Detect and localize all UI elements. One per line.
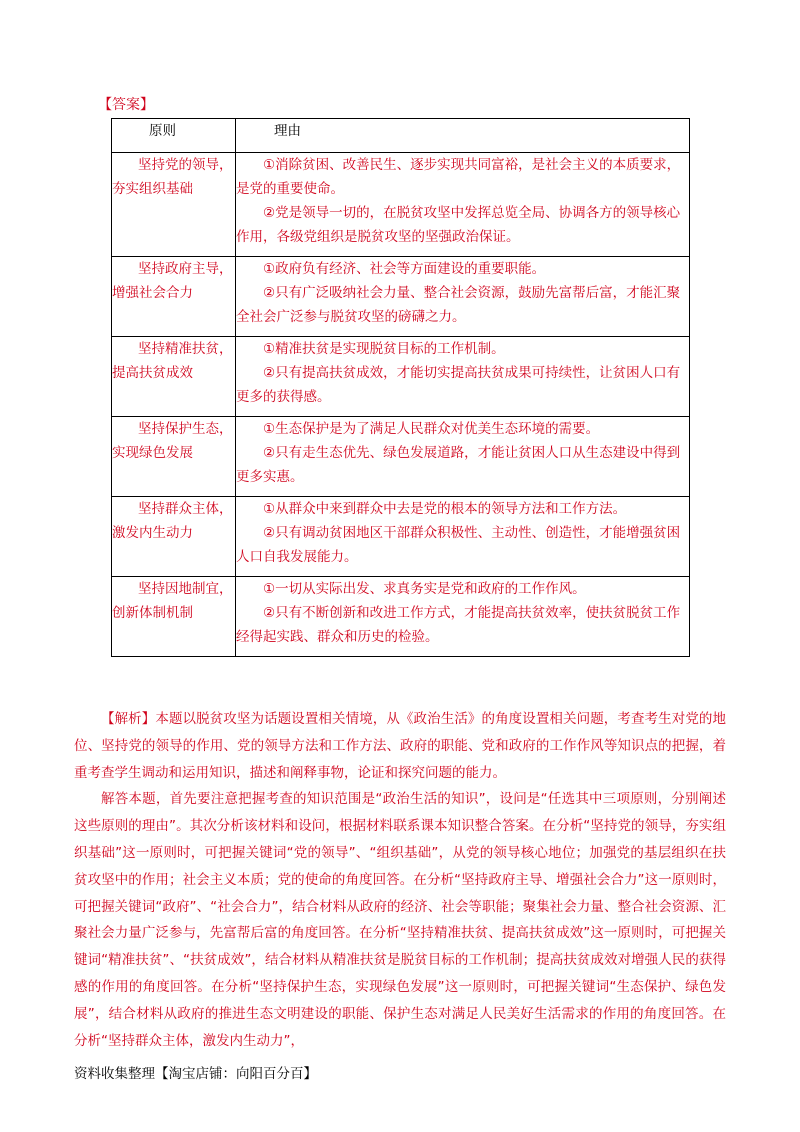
reason-point: ①从群众中来到群众中去是党的根本的领导方法和工作方法。	[263, 501, 627, 517]
reason-cell	[236, 337, 690, 417]
reason-point: ①消除贫困、改善民生、逐步实现共同富裕，是社会主义的本质要求，是党的重要使命。	[236, 157, 681, 197]
analysis-section	[74, 706, 726, 1054]
reason-cell	[236, 497, 690, 577]
reason-cell	[236, 577, 690, 657]
principle-cell: 坚持精准扶贫，提高扶贫成效	[112, 337, 236, 417]
reason-point: ①政府负有经济、社会等方面建设的重要职能。	[263, 261, 546, 277]
reason-cell	[236, 417, 690, 497]
analysis-paragraph-2: 解答本题，首先要注意把握考查的知识范围是“政治生活的知识”，设问是“任选其中三项原则，分别阐述这些原则的理由”。其次分析该材料和设问，根据材料联系课本知识整合答案。在分析“坚持党的领导，夯实组织基础”这一原则时，可把握关键词“党的领导”、“组织基础”，从党的领导核心地位；加强党的基层组织在扶贫攻坚中的作用；社会主义本质；党的使命的角度回答。在分析“坚持政府主导、增强社会合力”这一原则时，可把握关键词“政府”、“社会合力”，结合材料从政府的经济、社会等职能；聚集社会力量、整合社会资源、汇聚社会力量广泛参与，先富帮后富的角度回答。在分析“坚持精准扶贫、提高扶贫成效”这一原则时，可把握关键词“精准扶贫”、“扶贫成效”，结合材料从精准扶贫是脱贫目标的工作机制；提高扶贫成效对增强人民的获得感的作用的角度回答。在分析“坚持保护生态，实现绿色发展”这一原则时，可把握关键词“生态保护、绿色发展”，结合材料从政府的推进生态文明建设的职能、保护生态对满足人民美好生活需求的作用的角度回答。在分析“坚持群众主体，激发内生动力”，	[74, 791, 726, 1049]
table-row	[112, 337, 690, 417]
reason-cell	[236, 257, 690, 337]
principle-cell: 坚持群众主体，激发内生动力	[112, 497, 236, 577]
header-reason: 理由	[236, 119, 690, 153]
reason-point: ②只有广泛吸纳社会力量、整合社会资源，鼓励先富帮后富，才能汇聚全社会广泛参与脱贫攻坚的磅礴之力。	[236, 285, 681, 325]
reason-point: ②只有不断创新和改进工作方式，才能提高扶贫效率，使扶贫脱贫工作经得起实践、群众和历史的检验。	[236, 605, 681, 645]
analysis-paragraph-1: 【解析】本题以脱贫攻坚为话题设置相关情境，从《政治生活》的角度设置相关问题，考查考生对党的地位、坚持党的领导的作用、党的领导方法和工作方法、政府的职能、党和政府的工作作风等知识点的把握，着重考查学生调动和运用知识，描述和阐释事物，论证和探究问题的能力。	[74, 711, 727, 781]
table-row	[112, 153, 690, 257]
table-row	[112, 497, 690, 577]
footer-text: 资料收集整理【淘宝店铺：向阳百分百】	[74, 1066, 317, 1082]
reason-point: ②只有调动贫困地区干部群众积极性、主动性、创造性，才能增强贫困人口自我发展能力。	[236, 525, 681, 565]
principle-cell: 坚持保护生态，实现绿色发展	[112, 417, 236, 497]
reason-point: ①生态保护是为了满足人民群众对优美生态环境的需要。	[263, 421, 600, 437]
reason-point: ②只有走生态优先、绿色发展道路，才能让贫困人口从生态建设中得到更多实惠。	[236, 445, 681, 485]
reason-point: ②只有提高扶贫成效，才能切实提高扶贫成果可持续性，让贫困人口有更多的获得感。	[236, 365, 681, 405]
table-row	[112, 577, 690, 657]
table-row	[112, 257, 690, 337]
principle-cell: 坚持因地制宜，创新体制机制	[112, 577, 236, 657]
analysis-label: 【解析】	[101, 711, 156, 727]
answer-label-text: 【答案】	[98, 97, 154, 113]
table-row	[112, 417, 690, 497]
principle-cell: 坚持政府主导，增强社会合力	[112, 257, 236, 337]
table-header-row	[112, 119, 690, 153]
answer-label	[98, 94, 154, 114]
header-principle: 原则	[112, 119, 236, 153]
reason-cell	[236, 153, 690, 257]
reason-point: ①精准扶贫是实现脱贫目标的工作机制。	[263, 341, 505, 357]
principle-cell: 坚持党的领导，夯实组织基础	[112, 153, 236, 257]
reason-point: ①一切从实际出发、求真务实是党和政府的工作作风。	[263, 581, 586, 597]
answer-table	[111, 118, 690, 657]
reason-point: ②党是领导一切的，在脱贫攻坚中发挥总览全局、协调各方的领导核心作用，各级党组织是脱贫攻坚的坚强政治保证。	[236, 205, 681, 245]
